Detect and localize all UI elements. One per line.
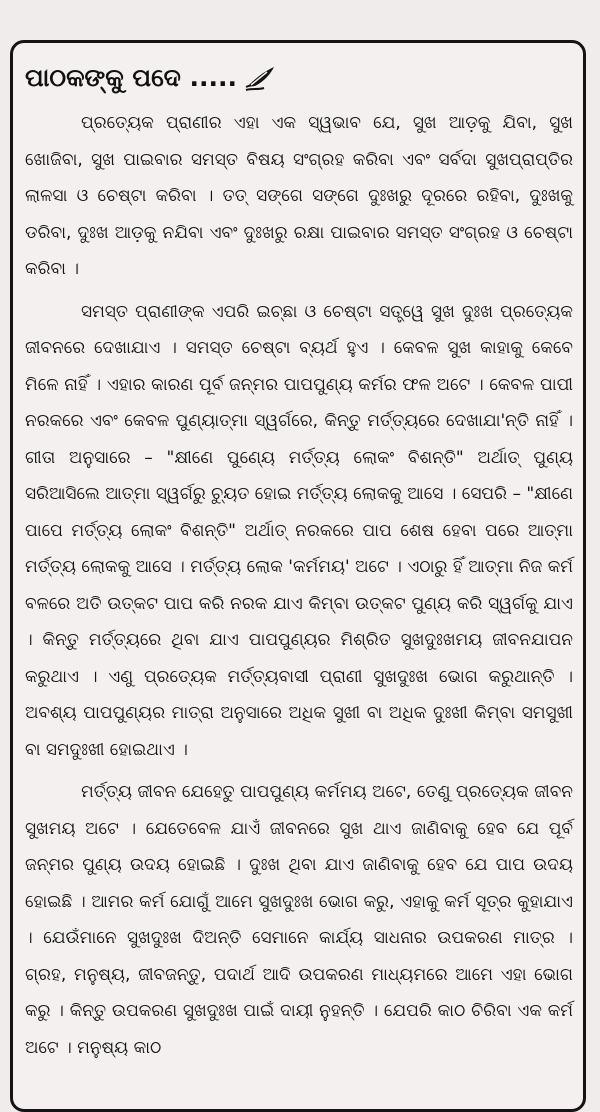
paragraph-3: ମର୍ତ୍ତ୍ୟ ଜୀବନ ଯେହେତୁ ପାପପୁଣ୍ୟ କର୍ମମୟ ଅଟେ, ତେଣୁ ପ୍ରତ୍ୟେକ ଜୀବନ ସୁଖମୟ ଅଟେ । ଯେତେବେଳ ଯାଏଁ ଜୀବନରେ ସୁଖ ଥାଏ ଜାଣିବାକୁ ହେବ ଯେ ପୂର୍ବ ଜନ୍ମର ପୁଣ୍ୟ ଉଦୟ ହୋଇଛି । ଦୁଃଖ ଥିବା ଯାଏ ଜାଣିବାକୁ ହେବ ଯେ ପାପ ଉଦୟ ହୋଇଛି । ଆମର କର୍ମ ଯୋଗୁଁ ଆମେ ସୁଖଦୁଃଖ ଭୋଗ କରୁ, ଏହାକୁ କର୍ମ ସୂତ୍ର କୁହାଯାଏ । ଯେଉଁମାନେ ସୁଖଦୁଃଖ ଦିଅନ୍ତି ସେମାନେ କାର୍ଯ୍ୟ ସାଧନାର ଉପକରଣ ମାତ୍ର । ଗ୍ରହ, ମନୁଷ୍ୟ, ଜୀବଜନ୍ତୁ, ପଦାର୍ଥ ଆଦି ଉପକରଣ ମାଧ୍ୟମରେ ଆମେ ଏହା ଭୋଗ କରୁ । କିନ୍ତୁ ଉପକରଣ ସୁଖଦୁଃଖ ପାଇଁ ଦାୟୀ ନୁହନ୍ତି । ଯେପରି କାଠ ଚିରିବା ଏକ କର୍ମ ଅଟେ । ମନୁଷ୍ୟ କାଠ — [25, 782, 573, 1058]
paragraph-2: ସମସ୍ତ ପ୍ରାଣୀଙ୍କ ଏପରି ଇଚ୍ଛା ଓ ଚେଷ୍ଟା ସତ୍ତ୍ୱେ ସୁଖ ଦୁଃଖ ପ୍ରତ୍ୟେକ ଜୀବନରେ ଦେଖାଯାଏ । ସମସ୍ତ ଚେଷ୍ଟା ବ୍ୟର୍ଥ ହୁଏ । କେବଳ ସୁଖ କାହାକୁ କେବେ ମିଳେ ନାହିଁ । ଏହାର କାରଣ ପୂର୍ବ ଜନ୍ମର ପାପପୁଣ୍ୟ କର୍ମର ଫଳ ଅଟେ । କେବଳ ପାପୀ ନରକରେ ଏବଂ କେବଳ ପୁଣ୍ୟାତ୍ମା ସ୍ୱର୍ଗରେ, କିନ୍ତୁ ମର୍ତ୍ତ୍ୟରେ ଦେଖାଯା'ନ୍ତି ନାହିଁ । ଗୀତା ଅନୁସାରେ – "କ୍ଷୀଣେ ପୁଣ୍ୟେ ମର୍ତ୍ତ୍ୟ ଲୋକଂ ବିଶନ୍ତି" ଅର୍ଥାତ୍ ପୁଣ୍ୟ ସରିଆସିଲେ ଆତ୍ମା ସ୍ୱର୍ଗରୁ ଚ୍ୟୁତ ହୋଇ ମର୍ତ୍ତ୍ୟ ଲୋକକୁ ଆସେ । ସେପରି – "କ୍ଷୀଣେ ପାପେ ମର୍ତ୍ତ୍ୟ ଲୋକଂ ବିଶନ୍ତି" ଅର୍ଥାତ୍ ନରକରେ ପାପ ଶେଷ ହେବା ପରେ ଆତ୍ମା ମର୍ତ୍ତ୍ୟ ଲୋକକୁ ଆସେ । ମର୍ତ୍ତ୍ୟ ଲୋକ 'କର୍ମମୟ' ଅଟେ । ଏଠାରୁ ହିଁ ଆତ୍ମା ନିଜ କର୍ମ ବଳରେ ଅତି ଉତ୍କଟ ପାପ କରି ନରକ ଯାଏ କିମ୍ବା ଉତ୍କଟ ପୁଣ୍ୟ କରି ସ୍ୱର୍ଗକୁ ଯାଏ । କିନ୍ତୁ ମର୍ତ୍ତ୍ୟରେ ଥିବା ଯାଏ ପାପପୁଣ୍ୟର ମିଶ୍ରିତ ସୁଖଦୁଃଖମୟ ଜୀବନଯାପନ କରୁଥାଏ । ଏଣୁ ପ୍ରତ୍ୟେକ ମର୍ତ୍ତ୍ୟବାସୀ ପ୍ରାଣୀ ସୁଖଦୁଃଖ ଭୋଗ କରୁଥାନ୍ତି । ଅବଶ୍ୟ ପାପପୁଣ୍ୟର ମାତ୍ରା ଅନୁସାରେ ଅଧିକ ସୁଖୀ ବା ଅଧିକ ଦୁଃଖୀ କିମ୍ବା ସମସୁଖୀ ବା ସମଦୁଃଖୀ ହୋଇଥାଏ । — [25, 301, 573, 760]
article-title: ପାଠକଙ୍କୁ ପଦେ ..... — [25, 63, 238, 92]
paragraph-1: ପ୍ରତ୍ୟେକ ପ୍ରାଣୀର ଏହା ଏକ ସ୍ୱଭାବ ଯେ, ସୁଖ ଆଡ଼କୁ ଯିବା, ସୁଖ ଖୋଜିବା, ସୁଖ ପାଇବାର ସମସ୍ତ ବିଷୟ ସଂଗ୍ରହ କରିବା ଏବଂ ସର୍ବଦା ସୁଖପ୍ରାପ୍ତିର ଲାଳସା ଓ ଚେଷ୍ଟା କରିବା । ତତ୍ ସଙ୍ଗେ ସଙ୍ଗେ ଦୁଃଖରୁ ଦୂରରେ ରହିବା, ଦୁଃଖକୁ ଡରିବା, ଦୁଃଖ ଆଡ଼କୁ ନଯିବା ଏବଂ ଦୁଃଖରୁ ରକ୍ଷା ପାଇବାର ସମସ୍ତ ସଂଗ୍ରହ ଓ ଚେଷ୍ଟା କରିବା । — [25, 113, 573, 279]
article-box — [10, 40, 586, 1112]
pen-icon — [243, 63, 279, 93]
title-row — [25, 59, 573, 97]
